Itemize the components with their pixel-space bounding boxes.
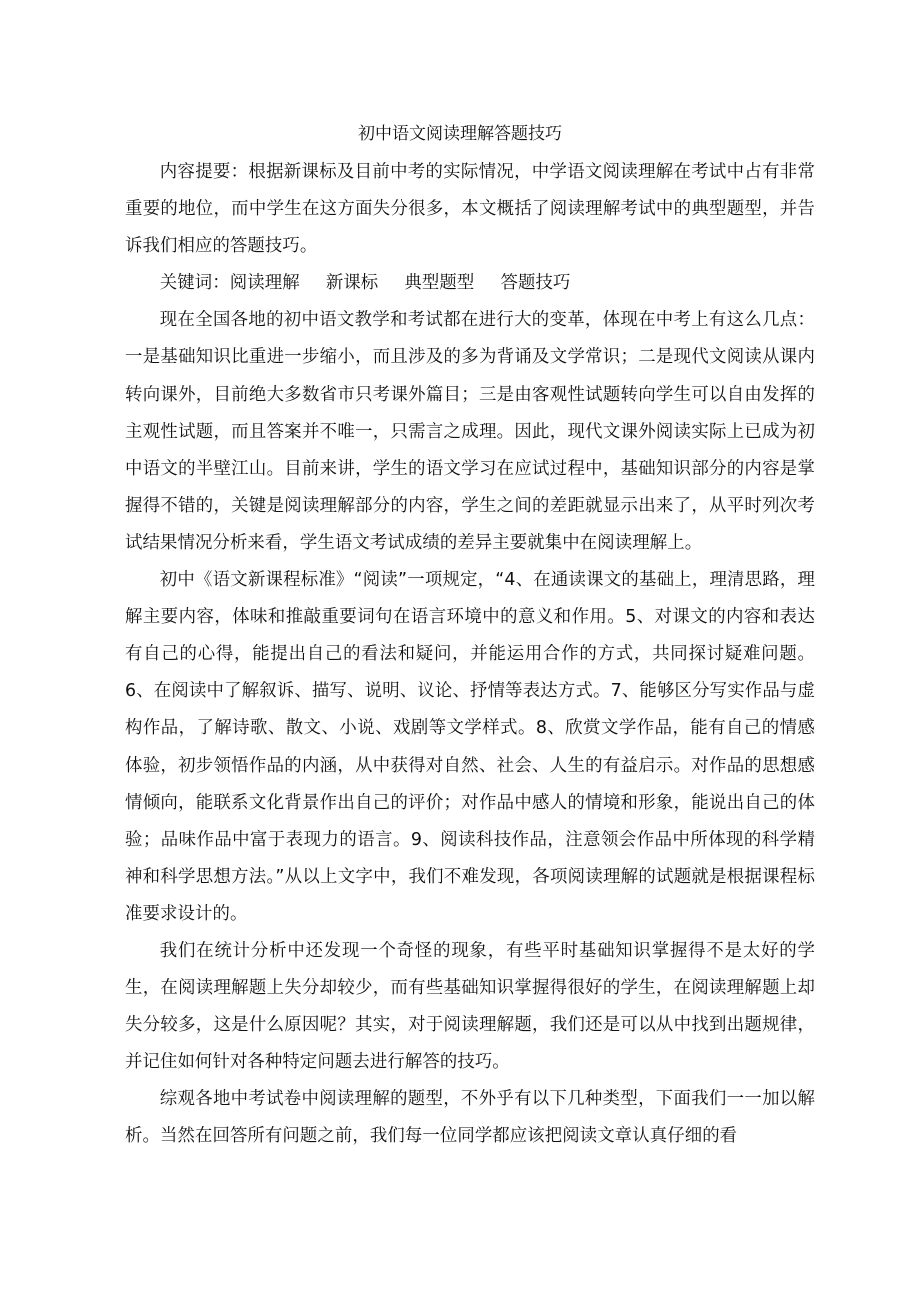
abstract-paragraph: 内容提要：根据新课标及目前中考的实际情况，中学语文阅读理解在考试中占有非常重要的地位，而中学生在这方面失分很多，本文概括了阅读理解考试中的典型题型，并告诉我们相应的答题技巧。 (125, 162, 815, 257)
body-paragraph: 综观各地中考试卷中阅读理解的题型，不外乎有以下几种类型，下面我们一一加以解析。当然在回答所有问题之前，我们每一位同学都应该把阅读文章认真仔细的看 (125, 1089, 815, 1147)
body-paragraph: 我们在统计分析中还发现一个奇怪的现象，有些平时基础知识掌握得不是太好的学生，在阅读理解题上失分却较少，而有些基础知识掌握得很好的学生，在阅读理解题上却失分较多，这是什么原因呢？其实，对于阅读理解题，我们还是可以从中找到出题规律，并记住如何针对各种特定问题去进行解答的技巧。 (125, 940, 815, 1073)
keywords-line (125, 265, 815, 302)
keyword-item: 答题技巧 (500, 273, 571, 294)
keyword-item: 新课标 (325, 273, 379, 294)
keyword-item: 典型题型 (404, 273, 475, 294)
body-paragraph: 现在全国各地的初中语文教学和考试都在进行大的变革，体现在中考上有这么几点：一是基础知识比重进一步缩小，而且涉及的多为背诵及文学常识；二是现代文阅读从课内转向课外，目前绝大多数省市只考课外篇目；三是由客观性试题转向学生可以自由发挥的主观性试题，而且答案并不唯一，只需言之成理。因此，现代文课外阅读实际上已成为初中语文的半壁江山。目前来讲，学生的语文学习在应试过程中，基础知识部分的内容是掌握得不错的，关键是阅读理解部分的内容，学生之间的差距就显示出来了，从平时列次考试结果情况分析来看，学生语文考试成绩的差异主要就集中在阅读理解上。 (125, 310, 815, 553)
document-body (125, 154, 815, 1156)
body-paragraph: 初中《语文新课程标准》“阅读”一项规定，“4、在通读课文的基础上，理清思路，理解主要内容，体味和推敲重要词句在语言环境中的意义和作用。5、对课文的内容和表达有自己的心得，能提出自己的看法和疑问，并能运用合作的方式，共同探讨疑难问题。6、在阅读中了解叙诉、描写、说明、议论、抒情等表达方式。7、能够区分写实作品与虚构作品，了解诗歌、散文、小说、戏剧等文学样式。8、欣赏文学作品，能有自己的情感体验，初步领悟作品的内涵，从中获得对自然、社会、人生的有益启示。对作品的思想感情倾向，能联系文化背景作出自己的评价；对作品中感人的情境和形象，能说出自己的体验；品味作品中富于表现力的语言。9、阅读科技作品，注意领会作品中所体现的科学精神和科学思想方法。”从以上文字中，我们不难发现，各项阅读理解的试题就是根据课程标准要求设计的。 (125, 570, 815, 924)
document-title: 初中语文阅读理解答题技巧 (358, 124, 562, 144)
keywords-label: 关键词：阅读理解 (159, 273, 300, 294)
